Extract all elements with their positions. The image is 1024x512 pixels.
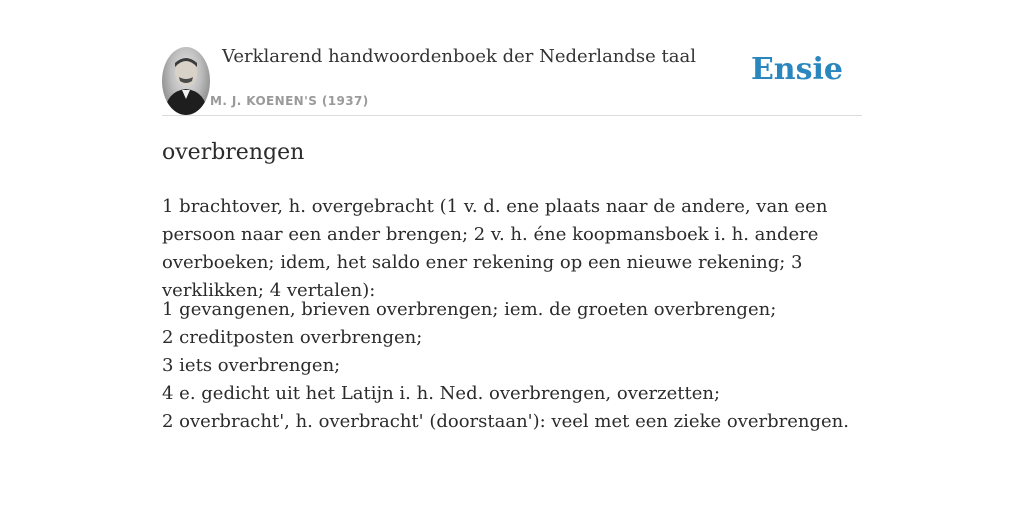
- example-line: 1 gevangenen, brieven overbrengen; iem. de groeten overbrengen;: [162, 299, 777, 320]
- example-line: 4 e. gedicht uit het Latijn i. h. Ned. overbrengen, overzetten;: [162, 383, 721, 404]
- example-line: 2 overbracht', h. overbracht' (doorstaan'): veel met een zieke overbrengen.: [162, 411, 849, 432]
- dictionary-subtitle: M. J. KOENEN'S (1937): [210, 94, 369, 108]
- author-portrait: [162, 47, 210, 115]
- dictionary-title: Verklarend handwoordenboek der Nederlandse taal: [222, 46, 696, 67]
- brand-logo-link[interactable]: Ensie: [750, 52, 843, 87]
- entry-title: overbrengen: [162, 140, 305, 165]
- entry-definition: 1 brachtover, h. overgebracht (1 v. d. ene plaats naar de andere, van een persoon naar een ander brengen; 2 v. h. éne koopmansboek i. h. andere overboeken; idem, het saldo ener rekening op een nieuwe rekening; 3 verklikken; 4 vertalen):: [162, 196, 828, 301]
- example-line: 3 iets overbrengen;: [162, 355, 341, 376]
- page: [162, 0, 862, 432]
- entry-examples: [162, 296, 862, 436]
- header: [162, 0, 862, 116]
- example-line: 2 creditposten overbrengen;: [162, 327, 423, 348]
